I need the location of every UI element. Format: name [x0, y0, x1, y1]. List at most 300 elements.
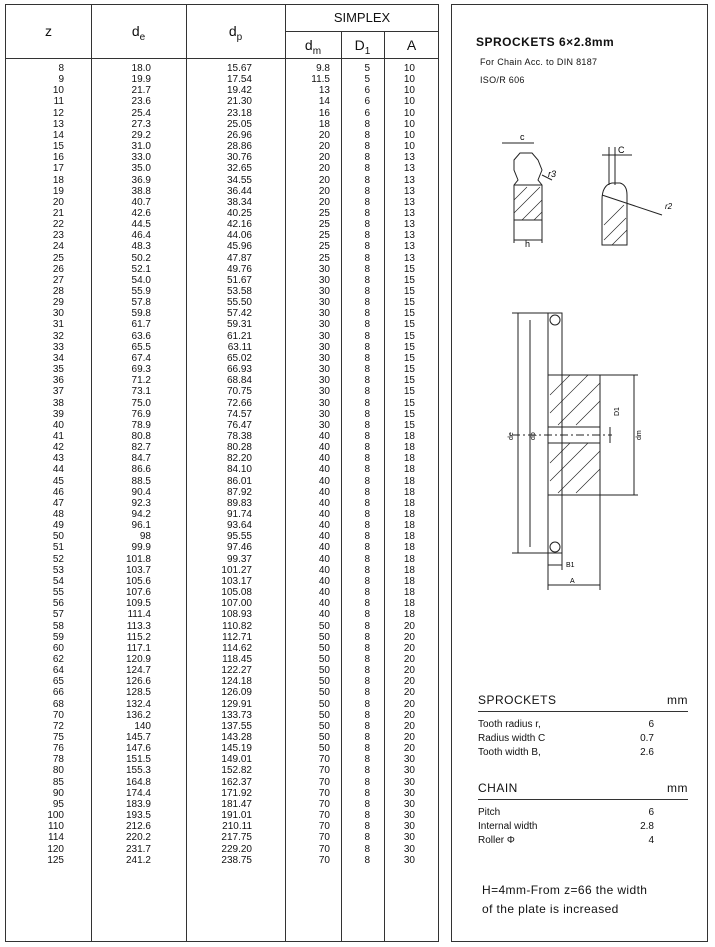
- table-row: [6, 699, 438, 710]
- cell-a: 15: [403, 397, 415, 409]
- cell-dm: 40: [318, 442, 330, 454]
- cell-a: 30: [403, 832, 415, 844]
- cell-d1: 8: [364, 263, 370, 275]
- cell-de: 113.3: [126, 620, 151, 632]
- cell-dm: 50: [318, 720, 330, 732]
- sprocket-table: [5, 4, 439, 942]
- cell-dp: 38.34: [226, 196, 252, 208]
- cell-a: 10: [403, 85, 415, 97]
- table-row: [6, 286, 438, 297]
- cell-a: 10: [403, 63, 415, 74]
- cell-de: 63.6: [131, 330, 151, 342]
- cell-z: 15: [52, 141, 64, 153]
- cell-a: 20: [403, 743, 415, 755]
- cell-z: 55: [52, 587, 64, 599]
- cell-d1: 8: [364, 230, 370, 242]
- cell-dm: 40: [318, 497, 330, 509]
- cell-z: 19: [52, 185, 64, 197]
- cell-dp: 51.67: [226, 274, 252, 286]
- cell-de: 52.1: [131, 263, 151, 275]
- table-row: [6, 687, 438, 698]
- cell-dp: 145.19: [221, 743, 252, 755]
- cell-z: 38: [52, 397, 64, 409]
- cell-a: 13: [403, 241, 415, 253]
- cell-dp: 45.96: [226, 241, 252, 253]
- cell-z: 43: [52, 453, 64, 465]
- cell-de: 128.5: [125, 687, 151, 699]
- cell-d1: 8: [364, 308, 370, 320]
- cell-dp: 25.05: [226, 118, 252, 130]
- cell-dm: 25: [318, 207, 330, 219]
- cell-de: 21.7: [131, 85, 151, 97]
- section-rule: [478, 711, 688, 712]
- table-row: [6, 754, 438, 765]
- cell-z: 36: [52, 375, 64, 387]
- cell-dm: 25: [318, 219, 330, 231]
- cell-d1: 5: [364, 63, 370, 74]
- table-row: [6, 476, 438, 487]
- cell-dp: 61.21: [226, 330, 252, 342]
- cell-dm: 40: [318, 575, 330, 587]
- cell-a: 18: [403, 575, 415, 587]
- cell-z: 66: [52, 687, 64, 699]
- spec-value: 2.6: [640, 747, 654, 758]
- cell-dm: 50: [318, 743, 330, 755]
- cell-d1: 6: [364, 107, 370, 119]
- cell-z: 100: [47, 810, 64, 822]
- cell-z: 70: [52, 709, 64, 721]
- cell-d1: 8: [364, 720, 370, 732]
- cell-dp: 118.45: [222, 653, 252, 665]
- cell-z: 57: [52, 609, 64, 621]
- cell-a: 13: [403, 185, 415, 197]
- cell-dm: 50: [318, 687, 330, 699]
- cell-a: 30: [403, 754, 415, 766]
- cell-dp: 55.50: [226, 297, 252, 309]
- cell-dp: 47.87: [226, 252, 252, 264]
- cell-d1: 8: [364, 319, 370, 331]
- cell-de: 183.9: [125, 798, 151, 810]
- header-simplex: SIMPLEX: [333, 10, 391, 25]
- table-row: [6, 665, 438, 676]
- cell-dp: 110.82: [222, 620, 252, 632]
- cell-a: 15: [403, 297, 415, 309]
- cell-de: 94.2: [131, 509, 151, 520]
- cell-d1: 8: [364, 330, 370, 342]
- table-row: [6, 431, 438, 442]
- cell-dp: 129.91: [221, 698, 252, 710]
- cell-d1: 8: [364, 174, 370, 186]
- cell-de: 65.5: [131, 341, 151, 353]
- cell-z: 32: [52, 330, 64, 342]
- cell-d1: 8: [364, 609, 370, 621]
- cell-dm: 30: [318, 419, 330, 431]
- cell-a: 18: [403, 553, 415, 565]
- cell-d1: 8: [364, 364, 370, 376]
- cell-z: 80: [52, 765, 64, 777]
- cell-de: 50.2: [131, 252, 151, 264]
- cell-d1: 8: [364, 587, 370, 599]
- label-a: A: [570, 578, 575, 585]
- cell-dp: 82.20: [226, 453, 252, 465]
- section-rule: [478, 799, 688, 800]
- cell-d1: 8: [364, 832, 370, 844]
- cell-a: 13: [403, 174, 415, 186]
- cell-d1: 8: [364, 687, 370, 699]
- spec-label: Tooth radius r,: [478, 719, 541, 730]
- cell-z: 114: [48, 832, 64, 844]
- cell-dp: 23.18: [226, 107, 252, 119]
- cell-d1: 8: [364, 520, 370, 532]
- cell-dp: 124.18: [221, 676, 252, 688]
- cell-z: 125: [47, 854, 64, 866]
- cell-dm: 50: [318, 732, 330, 743]
- cell-z: 35: [52, 364, 64, 376]
- cell-dm: 40: [318, 609, 330, 621]
- cell-a: 18: [403, 430, 415, 442]
- spec-item: [478, 835, 688, 846]
- spec-item: [478, 807, 688, 818]
- cell-z: 28: [52, 286, 64, 297]
- cell-dp: 137.55: [221, 720, 252, 732]
- cell-dm: 50: [318, 709, 330, 721]
- table-row: [6, 219, 438, 230]
- cell-a: 15: [403, 352, 415, 364]
- table-row: [6, 721, 438, 732]
- cell-dp: 40.25: [226, 207, 252, 219]
- cell-de: 69.3: [131, 364, 151, 376]
- table-row: [6, 743, 438, 754]
- label-c-right: C: [618, 145, 625, 155]
- cell-de: 78.9: [131, 419, 151, 431]
- cell-dp: 57.42: [226, 308, 252, 320]
- cell-a: 13: [403, 230, 415, 242]
- table-row: [6, 264, 438, 275]
- cell-dp: 65.02: [226, 352, 252, 364]
- cell-dm: 13: [318, 85, 330, 97]
- cell-dm: 20: [318, 185, 330, 197]
- cell-dm: 11.5: [311, 74, 330, 86]
- cell-a: 20: [403, 676, 415, 688]
- cell-dm: 40: [318, 553, 330, 565]
- table-row: [6, 152, 438, 163]
- cell-dp: 171.92: [221, 787, 252, 799]
- cell-de: 29.2: [131, 129, 151, 141]
- cell-dp: 76.47: [226, 419, 252, 431]
- cell-z: 12: [52, 107, 64, 119]
- cell-dm: 40: [318, 598, 330, 610]
- table-row: [6, 342, 438, 353]
- table-row: [6, 498, 438, 509]
- cell-z: 11: [53, 96, 64, 108]
- cell-a: 18: [403, 520, 415, 532]
- cell-z: 29: [52, 297, 64, 309]
- cell-dp: 162.37: [221, 776, 252, 788]
- cell-dm: 30: [318, 274, 330, 286]
- spec-label: Tooth width B,: [478, 747, 541, 758]
- cell-dm: 70: [318, 821, 330, 833]
- cell-d1: 8: [364, 163, 370, 175]
- cell-a: 20: [403, 687, 415, 699]
- cell-a: 13: [403, 207, 415, 219]
- cell-dp: 74.57: [226, 408, 252, 420]
- cell-dp: 87.92: [226, 486, 252, 498]
- cell-a: 18: [403, 598, 415, 610]
- table-row: [6, 855, 438, 866]
- cell-a: 15: [403, 274, 415, 286]
- cell-a: 18: [403, 464, 415, 476]
- cell-a: 15: [403, 319, 415, 331]
- cell-dp: 143.28: [221, 732, 252, 743]
- cell-de: 27.3: [131, 118, 151, 130]
- table-row: [6, 799, 438, 810]
- cell-a: 18: [403, 531, 415, 543]
- cell-d1: 8: [364, 810, 370, 822]
- cell-z: 9: [58, 74, 64, 86]
- cell-d1: 8: [364, 252, 370, 264]
- label-dm: dm: [636, 430, 643, 440]
- cell-d1: 8: [364, 843, 370, 855]
- table-row: [6, 621, 438, 632]
- cell-a: 20: [403, 653, 415, 665]
- header-rule: [6, 58, 439, 59]
- cell-d1: 8: [364, 430, 370, 442]
- cell-d1: 8: [364, 553, 370, 565]
- cell-de: 84.7: [131, 453, 151, 465]
- cell-dm: 9.8: [316, 63, 330, 74]
- label-dp: dp: [530, 432, 537, 440]
- cell-dm: 30: [318, 341, 330, 353]
- cell-z: 30: [52, 308, 64, 320]
- cell-dp: 84.10: [226, 464, 252, 476]
- cell-dp: 44.06: [226, 230, 252, 242]
- cell-dp: 59.31: [226, 319, 252, 331]
- cell-dm: 20: [318, 196, 330, 208]
- cell-d1: 6: [364, 85, 370, 97]
- cell-dm: 16: [318, 107, 330, 119]
- cell-d1: 8: [364, 698, 370, 710]
- cell-de: 96.1: [131, 520, 151, 532]
- table-row: [6, 464, 438, 475]
- cell-dm: 50: [318, 698, 330, 710]
- cell-de: 90.4: [131, 486, 151, 498]
- cell-de: 136.2: [125, 709, 151, 721]
- cell-d1: 8: [364, 464, 370, 476]
- cell-d1: 8: [364, 185, 370, 197]
- cell-a: 18: [403, 587, 415, 599]
- cell-d1: 8: [364, 196, 370, 208]
- table-row: [6, 353, 438, 364]
- cell-z: 52: [52, 553, 64, 565]
- cell-dp: 42.16: [226, 219, 252, 231]
- tooth-profile-drawing: [452, 125, 709, 255]
- label-b1: B1: [566, 562, 575, 569]
- cell-de: 132.4: [125, 698, 151, 710]
- cell-dp: 53.58: [226, 286, 252, 297]
- cell-a: 18: [403, 542, 415, 554]
- sprockets-heading: SPROCKETS mm: [478, 693, 688, 707]
- cell-d1: 8: [364, 241, 370, 253]
- cell-d1: 8: [364, 653, 370, 665]
- spec-value: 6: [648, 719, 654, 730]
- cell-z: 54: [52, 575, 64, 587]
- cell-dp: 122.27: [221, 665, 252, 677]
- cell-de: 126.6: [125, 676, 151, 688]
- cell-d1: 8: [364, 375, 370, 387]
- cell-z: 23: [52, 230, 64, 242]
- spec-item: [478, 821, 688, 832]
- table-row: [6, 565, 438, 576]
- cell-dm: 40: [318, 453, 330, 465]
- cell-d1: 8: [364, 497, 370, 509]
- cell-de: 120.9: [125, 653, 151, 665]
- cell-z: 33: [52, 341, 64, 353]
- cell-d1: 8: [364, 665, 370, 677]
- cell-a: 15: [403, 364, 415, 376]
- table-row: [6, 241, 438, 252]
- cell-dm: 14: [318, 96, 330, 108]
- cell-dp: 19.42: [226, 85, 252, 97]
- header-dp: $d_p$: [228, 23, 243, 43]
- cell-de: 164.8: [125, 776, 151, 788]
- cell-dp: 107.00: [221, 598, 252, 610]
- cell-z: 78: [52, 754, 64, 766]
- table-row: [6, 442, 438, 453]
- cell-de: 71.2: [131, 375, 151, 387]
- table-row: [6, 676, 438, 687]
- cell-a: 15: [403, 286, 415, 297]
- cell-d1: 8: [364, 732, 370, 743]
- cell-de: 99.9: [131, 542, 151, 554]
- table-row: [6, 777, 438, 788]
- cell-z: 76: [52, 743, 64, 755]
- cell-a: 18: [403, 475, 415, 487]
- cell-a: 15: [403, 408, 415, 420]
- cell-de: 36.9: [131, 174, 151, 186]
- cell-dm: 30: [318, 375, 330, 387]
- cell-dp: 149.01: [221, 754, 252, 766]
- table-row: [6, 531, 438, 542]
- cell-z: 27: [52, 274, 64, 286]
- table-row: [6, 175, 438, 186]
- cell-de: 241.2: [125, 854, 151, 866]
- cell-de: 86.6: [131, 464, 151, 476]
- cell-z: 60: [52, 642, 64, 654]
- cell-dm: 30: [318, 297, 330, 309]
- table-row: [6, 542, 438, 553]
- cell-de: 101.8: [125, 553, 151, 565]
- spec-label: Roller Φ: [478, 835, 515, 846]
- cell-dp: 28.86: [226, 141, 252, 153]
- cell-a: 13: [403, 196, 415, 208]
- cell-dp: 78.38: [226, 430, 252, 442]
- cell-dp: 152.82: [221, 765, 252, 777]
- cell-dm: 50: [318, 620, 330, 632]
- cell-de: 75.0: [131, 397, 151, 409]
- table-row: [6, 85, 438, 96]
- table-row: [6, 832, 438, 843]
- cell-a: 18: [403, 453, 415, 465]
- cell-de: 48.3: [131, 241, 151, 253]
- cell-dp: 36.44: [226, 185, 252, 197]
- label-c-left: c: [520, 132, 525, 142]
- label-d1: D1: [614, 407, 621, 416]
- cell-dp: 91.74: [226, 509, 252, 520]
- cell-d1: 8: [364, 709, 370, 721]
- cell-a: 20: [403, 698, 415, 710]
- cell-de: 98: [139, 531, 151, 543]
- table-row: [6, 598, 438, 609]
- table-row: [6, 230, 438, 241]
- cell-dp: 99.37: [226, 553, 252, 565]
- cell-d1: 8: [364, 386, 370, 398]
- cell-z: 40: [52, 419, 64, 431]
- cell-d1: 8: [364, 787, 370, 799]
- cell-a: 20: [403, 665, 415, 677]
- cell-z: 110: [48, 821, 64, 833]
- table-row: [6, 119, 438, 130]
- cell-dp: 217.75: [221, 832, 252, 844]
- cell-z: 31: [52, 319, 64, 331]
- cell-dm: 70: [318, 832, 330, 844]
- cell-de: 35.0: [131, 163, 151, 175]
- cell-z: 95: [52, 798, 64, 810]
- cell-dm: 40: [318, 464, 330, 476]
- cell-d1: 8: [364, 754, 370, 766]
- cell-de: 193.5: [125, 810, 151, 822]
- table-row: [6, 732, 438, 743]
- cell-de: 76.9: [131, 408, 151, 420]
- cell-z: 65: [52, 676, 64, 688]
- cell-d1: 8: [364, 642, 370, 654]
- table-row: [6, 710, 438, 721]
- cell-a: 20: [403, 720, 415, 732]
- spec-value: 0.7: [640, 733, 654, 744]
- spec-value: 4: [648, 835, 654, 846]
- cell-de: 67.4: [131, 352, 151, 364]
- cell-dm: 30: [318, 330, 330, 342]
- cell-z: 37: [52, 386, 64, 398]
- cell-a: 15: [403, 419, 415, 431]
- cell-dm: 40: [318, 486, 330, 498]
- cell-dm: 25: [318, 252, 330, 264]
- cell-de: 38.8: [131, 185, 151, 197]
- cell-dm: 20: [318, 163, 330, 175]
- cell-a: 30: [403, 776, 415, 788]
- cell-z: 13: [52, 118, 64, 130]
- cell-z: 85: [52, 776, 64, 788]
- table-row: [6, 587, 438, 598]
- cell-dm: 70: [318, 810, 330, 822]
- cell-dm: 20: [318, 141, 330, 153]
- cell-dm: 40: [318, 430, 330, 442]
- cell-dm: 30: [318, 286, 330, 297]
- table-row: [6, 844, 438, 855]
- cell-d1: 8: [364, 141, 370, 153]
- cell-d1: 8: [364, 286, 370, 297]
- cell-dm: 40: [318, 509, 330, 520]
- cell-a: 13: [403, 219, 415, 231]
- cell-a: 10: [403, 141, 415, 153]
- cell-dp: 86.01: [226, 475, 252, 487]
- cell-d1: 8: [364, 442, 370, 454]
- cell-d1: 8: [364, 475, 370, 487]
- cell-dm: 40: [318, 520, 330, 532]
- label-h: h: [525, 239, 531, 249]
- cell-d1: 8: [364, 620, 370, 632]
- cell-dp: 229.20: [221, 843, 252, 855]
- cell-dp: 103.17: [221, 575, 252, 587]
